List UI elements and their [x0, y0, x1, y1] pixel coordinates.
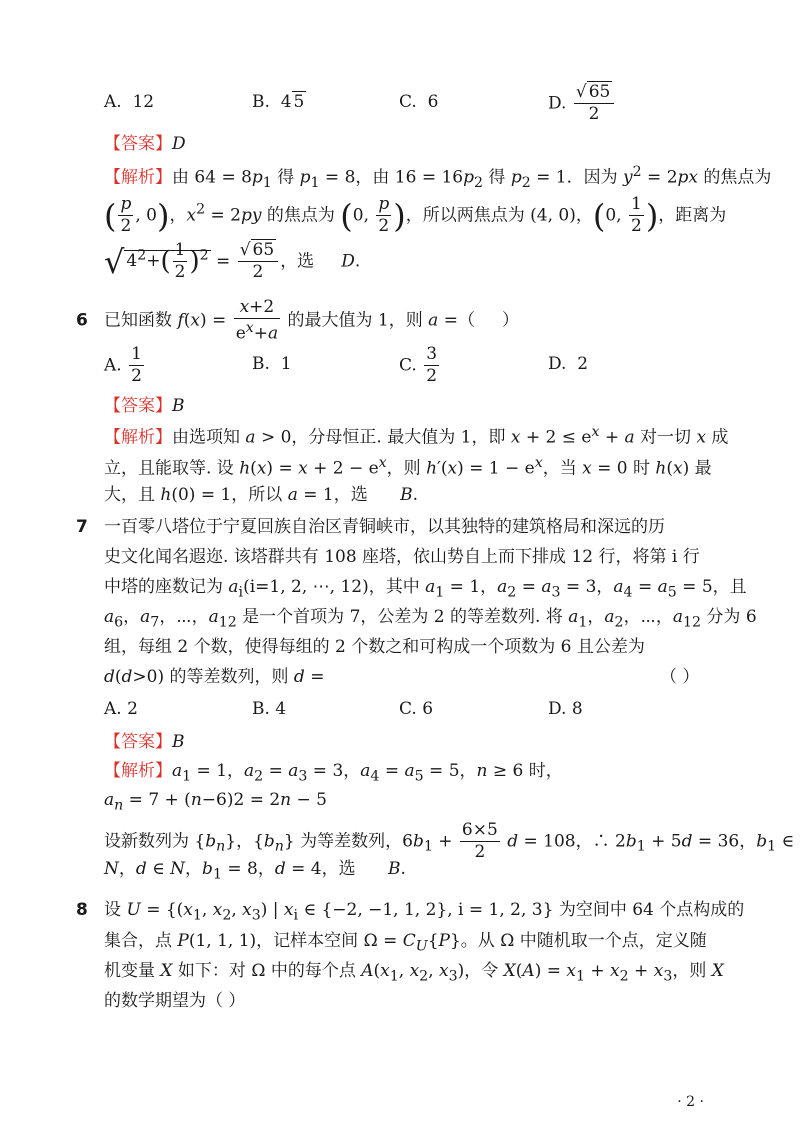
analysis-label: 【解析】 — [104, 427, 172, 448]
answer-label: 【答案】 — [104, 396, 172, 416]
q7-stem-line-6: d(d>0) 的等差数列，则 d = — [104, 667, 325, 687]
q6-option-b: B. 1 — [252, 354, 292, 374]
q7-option-d: D. 8 — [548, 699, 583, 719]
answer-value: B — [172, 396, 185, 416]
q5-analysis-line-2: ( $\frac{p}{2}$ , 0)，$x^2 = 2py$ 的焦点为 (0, $\frac{p}{2}$ )，所以两焦点为 (4, 0)，(0, $\frac{1}{2}$ )，距离为 — [104, 194, 727, 236]
q7-answer — [104, 734, 185, 751]
q6-option-c: C. $\frac{3}{2}$ — [399, 344, 438, 386]
q7-answer-bracket: （ ） — [660, 667, 700, 687]
q5-answer — [104, 136, 186, 153]
page-number: · 2 · — [677, 1094, 704, 1110]
q8-stem-line-4: 的数学期望为（ ） — [104, 991, 246, 1011]
q8-stem-line-1: 8 设 $U = \{(x_1$, $x_2$, $x_3$) | $x_i$ ∈ {−2, −1, 1, 2}, i = 1, 2, 3} 为空间中 64 个点构成的 — [76, 900, 745, 924]
q7-stem-line-2: 史文化闻名遐迩. 该塔群共有 108 座塔，依山势自上而下排成 12 行，将第 i 行 — [104, 547, 700, 567]
q6-analysis-line-3: 大，且 h(0) = 1，所以 a = 1，选 B. — [104, 485, 419, 505]
q6-answer — [104, 398, 185, 415]
q7-option-b: B. 4 — [252, 699, 287, 719]
q6-analysis-line-2: 立，且能取等. 设 $h(x) = x + 2 - e^x$，则 $h'(x) = 1 - e^x$，当 x = 0 时 h(x) 最 — [104, 455, 712, 479]
q5-option-a: A. 12 — [104, 92, 155, 112]
answer-value: D — [172, 134, 186, 154]
q8-stem-line-2: 集合，点 P(1, 1, 1)，记样本空间 $\Omega = C_U\{P\}$。从 Ω 中随机取一个点，定义随 — [104, 931, 707, 955]
q7-analysis-line-2: $a_n = 7 + (n-6)2 = 2n - 5$ — [104, 790, 327, 814]
question-number: 7 — [76, 517, 88, 537]
q5-option-b: B. 4 5 — [252, 92, 305, 112]
q5-option-c: C. 6 — [399, 92, 439, 112]
q5-analysis-line-3: √ $4^2+$( $\frac{1}{2}$ )$^2$ = $\frac{√ 65}{2}$ ，选 D. — [104, 240, 361, 282]
q5-analysis-line-1: 【解析】由 $64 = 8p_1$ 得 $p_1 = 8$，由 $16 = 16p_2$ 得 $p_2 = 1$．因为 $y^2 = 2px$ 的焦点为 — [104, 164, 772, 192]
q7-stem-line-1: 7 一百零八塔位于宁夏回族自治区青铜峡市，以其独特的建筑格局和深远的历 — [76, 517, 666, 537]
q6-option-a: A. $\frac{1}{2}$ — [104, 344, 142, 386]
q7-analysis-line-3: 设新数列为 $\{b_n\}$，$\{b_n\}$ 为等差数列，$6b_1$ + $\frac{6\times 5}{2}$ d = 108，∴ $2b_1 + 5d = 36$，$b_1$ ∈ — [104, 820, 795, 862]
q5-option-d: D. $\frac{√ 65}{2}$ — [548, 84, 616, 124]
analysis-label: 【解析】 — [104, 761, 172, 781]
q7-option-a: A. 2 — [104, 699, 138, 719]
q7-stem-line-4: $a_6$，$a_7$，⋯，$a_{12}$ 是一个首项为 7，公差为 2 的等差数列. 将 $a_1$，$a_2$，⋯，$a_{12}$ 分为 6 — [104, 607, 757, 631]
q7-analysis-line-4: N，d ∈ N，$b_1 = 8$，d = 4，选 B. — [104, 859, 406, 883]
q6-analysis-line-1: 【解析】由选项知 a > 0，分母恒正. 最大值为 1，即 $x + 2 \le e^x + a$ 对一切 x 成 — [104, 424, 729, 448]
answer-value: B — [172, 732, 185, 752]
q7-analysis-line-1: 【解析】$a_1 = 1$，$a_2 = a_3 = 3$，$a_4 = a_5 = 5$，n ≥ 6 时， — [104, 761, 563, 785]
q7-option-c: C. 6 — [399, 699, 434, 719]
q8-stem-line-3: 机变量 X 如下：对 Ω 中的每个点 $A(x_1$, $x_2$, $x_3$)，令 $X(A) = x_1 + x_2 + x_3$，则 X — [104, 961, 724, 985]
question-number: 8 — [76, 900, 88, 920]
analysis-label: 【解析】 — [104, 167, 172, 188]
q6-stem: 6 已知函数 f(x) = $\frac{x+2}{e^x+a}$ 的最大值为 1，则 a =（ ） — [76, 297, 519, 344]
answer-label: 【答案】 — [104, 732, 172, 752]
question-number: 6 — [76, 310, 88, 331]
q6-option-d: D. 2 — [548, 354, 589, 374]
answer-label: 【答案】 — [104, 134, 172, 154]
q7-stem-line-5: 组，每组 2 个数，使得每组的 2 个数之和可构成一个项数为 6 且公差为 — [104, 637, 645, 657]
q7-stem-line-3: 中塔的座数记为 $a_i(i=1$, 2, ⋯, 12)，其中 $a_1 = 1$，$a_2 = a_3 = 3$，$a_4 = a_5 = 5$，且 — [104, 577, 747, 601]
